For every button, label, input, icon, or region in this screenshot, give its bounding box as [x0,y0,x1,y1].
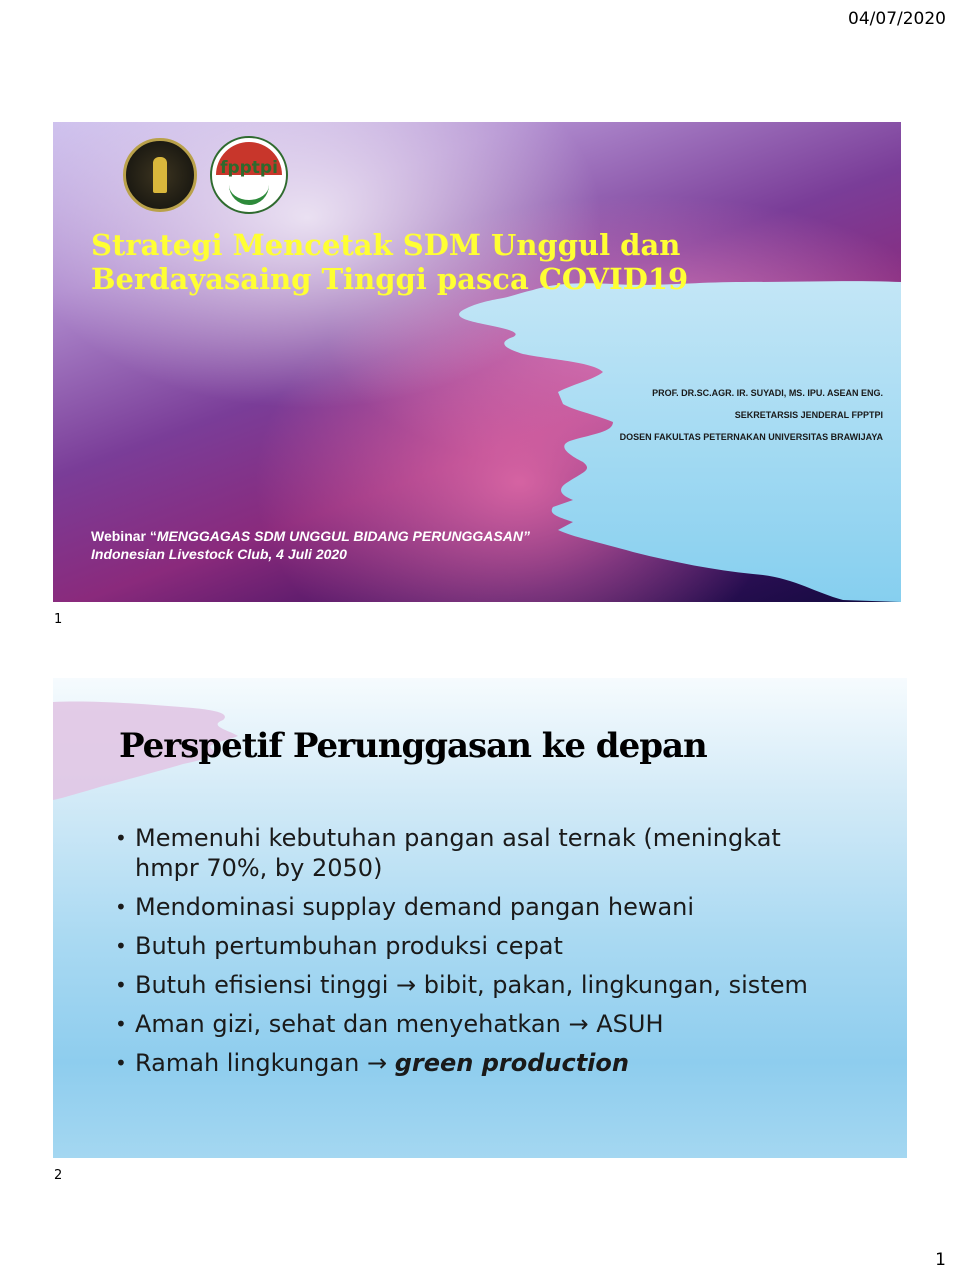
bullet-list [115,823,835,1087]
author-role-1: SEKRETARSIS JENDERAL FPPTPI [734,410,883,420]
author-block [620,388,883,454]
bullet-text-after-arrow: ASUH [596,1010,664,1038]
slide-1-number: 1 [54,612,63,627]
bullet-text: Butuh efisiensi tinggi [135,971,389,999]
fpptpi-logo-text: fpptpi [220,158,278,178]
webinar-info [91,527,530,563]
arrow-right-icon: → [366,1049,388,1077]
green-production-text: green production [394,1049,629,1077]
author-role-2: DOSEN FAKULTAS PETERNAKAN UNIVERSITAS BRAWIJAYA [619,432,883,442]
webinar-line-1 [91,527,530,545]
bullet-text: Butuh pertumbuhan produksi cepat [135,932,563,960]
slide-1 [53,122,901,602]
bullet-item [115,1048,835,1078]
arrow-right-icon: → [396,971,417,999]
universitas-brawijaya-logo-icon [123,138,197,212]
webinar-title: MENGGAGAS SDM UNGGUL BIDANG PERUNGGASAN” [156,528,530,544]
bullet-item [115,892,835,922]
fpptpi-logo-icon [210,136,288,214]
slide-2 [53,678,907,1158]
page-date: 04/07/2020 [848,9,946,29]
bullet-text: Mendominasi supplay demand pangan hewani [135,893,695,921]
slide-1-title-line-1: Strategi Mencetak SDM Unggul dan [91,228,681,262]
bullet-text: Memenuhi kebutuhan pangan asal ternak (meningkat hmpr 70%, by 2050) [135,824,781,882]
slide-2-number: 2 [54,1168,63,1183]
page-number: 1 [935,1250,946,1270]
bullet-item [115,823,835,883]
bullet-item [115,970,835,1000]
slide-2-title: Perspetif Perunggasan ke depan [119,726,707,766]
bullet-text: Aman gizi, sehat dan menyehatkan [135,1010,561,1038]
slide-1-title-line-2: Berdayasaing Tinggi pasca COVID19 [91,262,689,296]
webinar-event: Indonesian Livestock Club, 4 Juli 2020 [91,546,347,562]
fpptpi-logo-leaf [229,184,269,205]
arrow-right-icon: → [568,1010,589,1038]
bullet-item [115,1009,835,1039]
bullet-text: Ramah lingkungan [135,1049,360,1077]
webinar-line-2 [91,545,530,563]
webinar-prefix: Webinar “ [91,528,157,544]
bullet-text-after-arrow: bibit, pakan, lingkungan, sistem [423,971,808,999]
slide-1-title [91,228,791,296]
bullet-item [115,931,835,961]
statue-shape [153,157,167,193]
author-name: PROF. DR.SC.AGR. IR. SUYADI, MS. IPU. ASEAN ENG. [652,388,883,398]
